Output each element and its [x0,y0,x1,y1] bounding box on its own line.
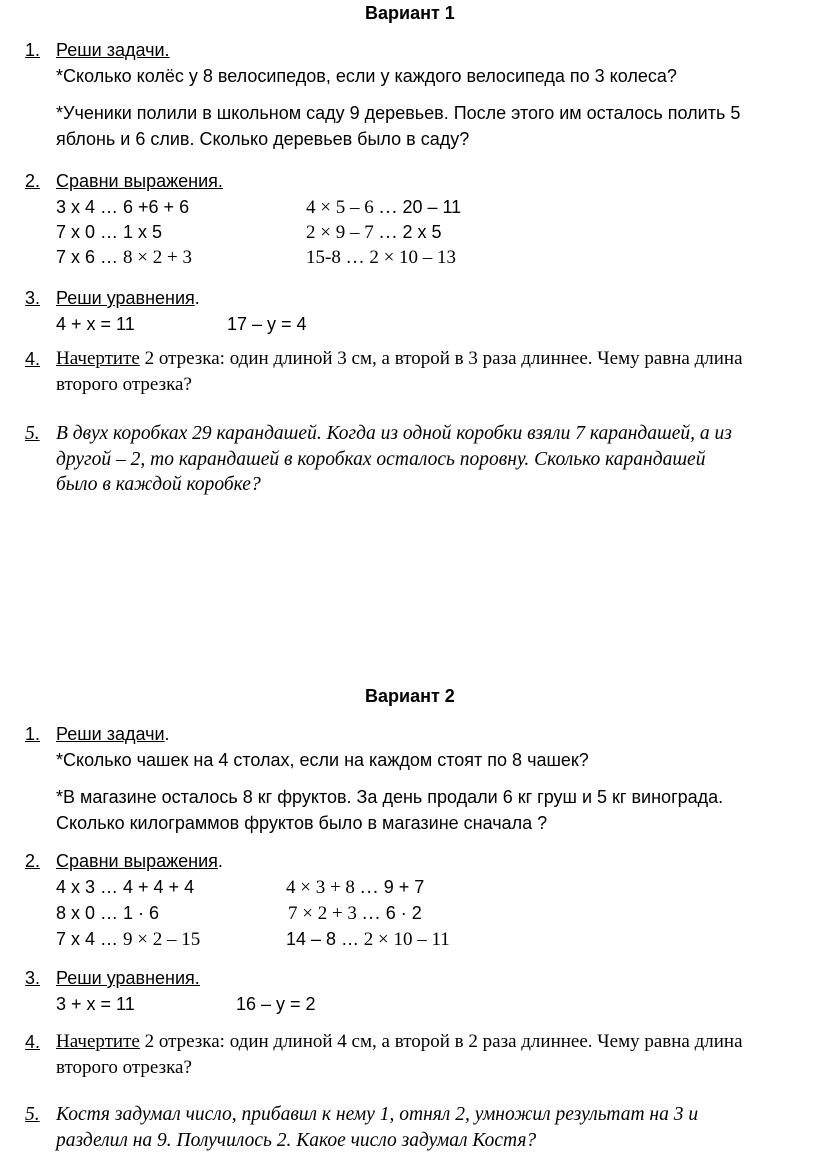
v2-compare-row1-left: 4 х 3 … 4 + 4 + 4 [56,877,195,897]
v1-equation1: 4 + х = 11 [56,314,135,334]
v2-equation1: 3 + х = 11 [56,994,135,1014]
v1-equation2: 17 – у = 4 [227,314,307,334]
v1-task5-line3: было в каждой коробке? [56,474,261,495]
v2-task1-heading: Реши задачи. [56,724,170,744]
v2-compare-row1-right: 4 × 3 + 8 … 9 + 7 [286,877,425,898]
v2-task4-number: 4. [25,1032,41,1052]
v2-task5-line1: Костя задумал число, прибавил к нему 1, отнял 2, умножил результат на 3 и [56,1104,699,1125]
v1-task5-line2: другой – 2, то карандашей в коробках осталось поровну. Сколько карандашей [56,449,706,470]
v2-task2-heading: Сравни выражения. [56,851,223,871]
v2-task1-problem1: *Сколько чашек на 4 столах, если на каждом стоят по 8 чашек? [56,750,589,770]
v1-task1-problem2-line2: яблонь и 6 слив. Сколько деревьев было в саду? [56,129,470,149]
v1-compare-row1-right: 4 × 5 – 6 … 20 – 11 [306,197,462,218]
v1-task1-heading: Реши задачи. [56,40,170,60]
v2-task1-number: 1. [25,724,41,744]
v2-task3-number: 3. [25,968,41,988]
v1-compare-row1-left: 3 х 4 … 6 +6 + 6 [56,197,190,217]
v1-compare-row3-right: 15-8 … 2 × 10 – 13 [306,247,457,268]
v1-task1-problem1: *Сколько колёс у 8 велосипедов, если у каждого велосипеда по 3 колеса? [56,66,677,86]
v1-task4-number: 4. [25,349,41,369]
v1-task2-number: 2. [25,171,41,191]
v1-task4-line1: Начертите 2 отрезка: один длиной 3 см, а второй в 3 раза длиннее. Чему равна длина [56,348,743,369]
v1-task5-line1: В двух коробках 29 карандашей. Когда из одной коробки взяли 7 карандашей, а из [56,423,732,444]
v1-compare-row2-right: 2 × 9 – 7 … 2 х 5 [306,222,442,243]
v1-task5-number: 5. [25,423,40,444]
v2-equation2: 16 – у = 2 [236,994,316,1014]
v1-task3-heading: Реши уравнения. [56,288,200,308]
v2-compare-row3-right: 14 – 8 … 2 × 10 – 11 [286,929,450,950]
v2-task1-problem2-line1: *В магазине осталось 8 кг фруктов. За день продали 6 кг груш и 5 кг винограда. [56,787,724,807]
v1-task2-heading: Сравни выражения. [56,171,223,191]
v2-task3-heading: Реши уравнения. [56,968,200,988]
v1-task4-line2: второго отрезка? [56,374,192,395]
variant2-title: Вариант 2 [365,686,455,706]
v2-task5-number: 5. [25,1104,40,1125]
v2-task2-number: 2. [25,851,41,871]
v2-compare-row2-right: 7 × 2 + 3 … 6 · 2 [288,903,422,924]
v1-task1-problem2-line1: *Ученики полили в школьном саду 9 деревьев. После этого им осталось полить 5 [56,103,741,123]
v1-task3-number: 3. [25,288,41,308]
v2-task4-line1: Начертите 2 отрезка: один длиной 4 см, а второй в 2 раза длиннее. Чему равна длина [56,1031,743,1052]
v1-compare-row2-left: 7 х 0 … 1 х 5 [56,222,163,242]
variant1-title: Вариант 1 [365,3,455,23]
v2-compare-row3-left: 7 х 4 … 9 × 2 – 15 [56,929,201,950]
v1-task1-number: 1. [25,40,41,60]
v2-compare-row2-left: 8 х 0 … 1 · 6 [56,903,160,923]
v1-compare-row3-left: 7 х 6 … 8 × 2 + 3 [56,247,192,268]
v2-task4-line2: второго отрезка? [56,1057,192,1078]
v2-task5-line2: разделил на 9. Получилось 2. Какое число задумал Костя? [56,1130,537,1151]
v2-task1-problem2-line2: Сколько килограммов фруктов было в магазине сначала ? [56,813,548,833]
